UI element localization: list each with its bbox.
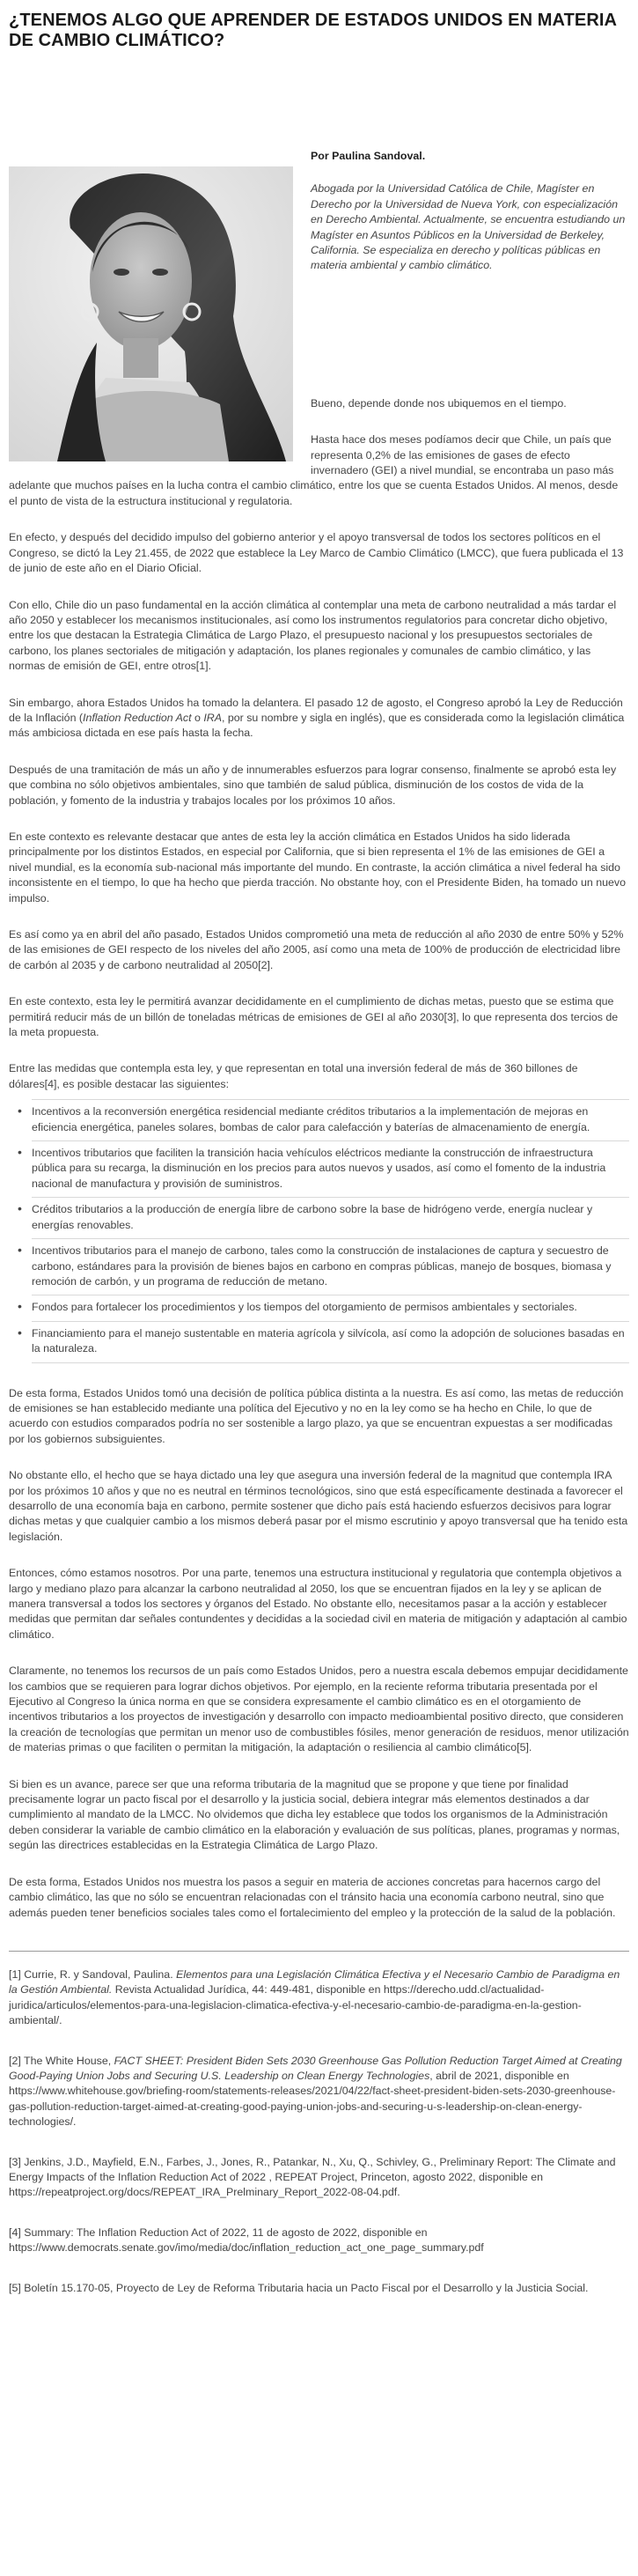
list-item: • Fondos para fortalecer los procedimientos y los tiempos del otorgamiento de permisos ambientales y sectoriales.: [32, 1295, 629, 1321]
paragraph-10: De esta forma, Estados Unidos tomó una decisión de política pública distinta a la nuestra. Es así como, las metas de reducción de emisiones se han establecido mediante una política del Ejecutivo y no en la ley como se ha hecho en Chile, lo que de acuerdo con estudios comparados podría no ser sostenible a largo plazo, ya que se encuentran expuestas a ser modificadas por los gobiernos subsiguientes.: [9, 1386, 624, 1445]
paragraph-9: Entre las medidas que contempla esta ley, y que representan en total una inversión federal de más de 360 billones de dólares[4], es posible destacar las siguientes:: [9, 1062, 578, 1090]
paragraph-4-emphasis-2: IRA: [203, 711, 222, 724]
paragraph-5: Después de una tramitación de más un año y de innumerables esfuerzos para lograr consenso, finalmente se aprobó esta ley que combina no sólo objetivos ambientales, sino que también de salud pública, disminución de los costos de vida de la población, y fomento de la industria y trabajos locales por los próximos 10 años.: [9, 763, 617, 807]
intro-paragraph: Bueno, depende donde nos ubiquemos en el tiempo.: [311, 396, 567, 410]
list-item: • Financiamiento para el manejo sustentable en materia agrícola y silvícola, así como la adopción de soluciones basadas en la naturaleza.: [32, 1322, 629, 1363]
reference-4: [4] Summary: The Inflation Reduction Act of 2022, 11 de agosto de 2022, disponible en https://www.democrats.senate.gov/imo/media/doc/inflation_reduction_act_one_page_summary.pdf: [9, 2225, 484, 2255]
list-item: • Incentivos tributarios que faciliten la transición hacia vehículos eléctricos mediante la construcción de infraestructura pública para su recarga, la disminución en los precios para autos nuevos y usados, así como el fomento de la industria nacional de manufactura y provisión de suministros.: [32, 1141, 629, 1198]
paragraph-4: [9, 696, 629, 742]
paragraph-15: De esta forma, Estados Unidos nos muestra los pasos a seguir en materia de acciones concretas para hacernos cargo del cambio climático, las que no sólo se encuentran relacionadas con el tránsito hacia una economía carbono neutral, sino que además pueden tener beneficios sociales tales como el fortalecimiento del empleo y la protección de la salud de la población.: [9, 1875, 616, 1919]
reference-1-text-a: [1] Currie, R. y Sandoval, Paulina.: [9, 1967, 177, 1981]
references-section: [0, 1967, 638, 2296]
author-photo: [9, 166, 293, 461]
paragraph-1: Hasta hace dos meses podíamos decir que Chile, un país que representa 0,2% de las emisiones de gases de efecto invernadero (GEI) a nivel mundial, se encontraba un paso más adelante que muchos países en la lucha contra el cambio climático, entre los que se cuenta Estados Unidos. Al menos, desde el punto de vista de la estructura institucional y regulatoria.: [9, 433, 619, 507]
paragraph-6: En este contexto es relevante destacar que antes de esta ley la acción climática en Estados Unidos ha sido liderada principalmente por los distintos Estados, en especial por California, que si bien representa el 1% de las emisiones de GEI a nivel mundial, es la economía sub-nacional más importante del mundo. En contraste, la acción climática a nivel federal ha sido inconsistente en el tiempo, lo que ha hecho que pierda tracción. No obstante hoy, con el Presidente Biden, ha tomado un nuevo impulso.: [9, 830, 626, 904]
paragraph-14: Si bien es un avance, parece ser que una reforma tributaria de la magnitud que se propone y que tiene por finalidad precisamente lograr un pacto fiscal por el desarrollo y la justicia social, debiera integrar más elementos destinados a dar cumplimiento al mandato de la LMCC. No olvidemos que dicha ley establece que todos los organismos de la Administración deben considerar la variable de cambio climático en la elaboración y evaluación de sus políticas, planes, programas y normas, según las directrices establecidas en la Estrategia Climática de Largo Plazo.: [9, 1777, 620, 1852]
reference-2: [9, 2054, 629, 2130]
reference-1: [9, 1967, 629, 2029]
paragraph-2: En efecto, y después del decidido impulso del gobierno anterior y el apoyo transversal de todos los sectores políticos en el Congreso, se dictó la Ley 21.455, de 2022 que establece la Ley Marco de Cambio Climático (LMCC), que fuera publicada el 13 de junio de este año en el Diario Oficial.: [9, 531, 624, 575]
paragraph-4-text-a: Sin embargo, ahora Estados Unidos ha tomado la delantera. El pasado 12 de agosto, el Congreso aprobó la Ley de Reducción de la Inflación (: [9, 696, 623, 724]
paragraph-4-text-b: o: [191, 711, 204, 724]
list-item: • Créditos tributarios a la producción de energía libre de carbono sobre la base de hidrógeno verde, energía nuclear y energías renovables.: [32, 1198, 629, 1239]
benefits-list: [9, 1099, 629, 1362]
paragraph-7: Es así como ya en abril del año pasado, Estados Unidos comprometió una meta de reducción al año 2030 de entre 50% y 52% de las emisiones de GEI respecto de los niveles del año 2005, así como una meta de 100% de producción de electricidad libre de carbón al 2035 y de carbono neutralidad al 2050[2].: [9, 928, 624, 971]
reference-2-text-b: , abril de 2021, disponible en https://www.whitehouse.gov/briefing-room/statements-releases/2021/04/22/fact-sheet-president-biden-sets-2030-greenhouse-gas-pollution-reduction-target-aimed-at-creating-good-paying-union-jobs-and-securing-u-s-leadership-on-clean-energy-technologies/.: [9, 2069, 616, 2129]
paragraph-3: Con ello, Chile dio un paso fundamental en la acción climática al contemplar una meta de carbono neutralidad a más tardar el año 2050 y establecer los mecanismos institucionales, así como los instrumentos regulatorios para concretar dicho objetivo, entre los que destacan la Estrategia Climática de Largo Plazo, el presupuesto nacional y los presupuestos sectoriales de carbono, los planes sectoriales de mitigación y adaptación, los planes regionales y comunales de cambio climático, y las normas de emisión de GEI, entre otros[1].: [9, 598, 617, 673]
references-divider: [9, 1951, 629, 1952]
paragraph-4-text-c: , por su nombre y sigla en inglés), que es considerada como la legislación climática más ambiciosa dictada en ese país hasta la fecha.: [9, 711, 625, 740]
article-title: ¿TENEMOS ALGO QUE APRENDER DE ESTADOS UNIDOS EN MATERIA DE CAMBIO CLIMÁTICO?: [9, 11, 617, 50]
reference-2-title: FACT SHEET: President Biden Sets 2030 Greenhouse Gas Pollution Reduction Target Aimed at Creating Good-Paying Union Jobs and Securing U.S. Leadership on Clean Energy Technologies: [9, 2054, 622, 2082]
paragraph-4-emphasis: Inflation Reduction Act: [83, 711, 192, 724]
paragraph-12: Entonces, cómo estamos nosotros. Por una parte, tenemos una estructura institucional y regulatoria que contempla objetivos a largo y mediano plazo para alcanzar la carbono neutralidad al 2050, los que se encuentran fijados en la ley y se aplican de manera transversal a todos los sectores y órganos del Estado. No obstante ello, necesitamos pasar a la acción y establecer medidas que permitan dar señales contundentes y decididas a la sociedad civil en materia de mitigación y adaptación al cambio climático.: [9, 1567, 627, 1641]
reference-2-text-a: [2] The White House,: [9, 2054, 114, 2067]
paragraph-8: En este contexto, esta ley le permitirá avanzar decididamente en el cumplimiento de dichas metas, puesto que se estima que permitirá reducir más de un billón de toneladas métricas de emisiones de GEI al año 2030[3], lo que representa dos tercios de la meta propuesta.: [9, 995, 619, 1039]
list-item: • Incentivos tributarios para el manejo de carbono, tales como la construcción de instalaciones de captura y secuestro de carbono, estándares para la provisión de bienes bajos en carbono en compras públicas, manejo de bosques, biomasa y remoción de carbón, y un programa de reducción de metano.: [32, 1239, 629, 1295]
reference-5: [5] Boletín 15.170-05, Proyecto de Ley de Reforma Tributaria hacia un Pacto Fiscal por el Desarrollo y la Justicia Social.: [9, 2281, 589, 2294]
paragraph-11: No obstante ello, el hecho que se haya dictado una ley que asegura una inversión federal de la magnitud que contempla IRA por los próximos 10 años y que no es neutral en términos tecnológicos, sino que está específicamente destinada a favorecer el desarrollo de una economía baja en carbono, permite sostener que dicho país está haciendo esfuerzos decisivos para lograr dichas metas y que cualquier cambio a los mismos deberá pasar por el mismo escrutinio y apoyo transversal que ha tenido esta legislación.: [9, 1469, 628, 1543]
author-portrait-image: [9, 166, 293, 461]
author-bio: Abogada por la Universidad Católica de Chile, Magíster en Derecho por la Universidad de Nueva York, con especialización en Derecho Ambiental. Actualmente, se encuentra estudiando un Magíster en Asuntos Públicos en la Universidad de Berkeley, California. Se especializa en derecho y políticas públicas en materia ambiental y cambio climático.: [311, 182, 626, 272]
reference-1-title: Elementos para una Legislación Climática Efectiva y el Necesario Cambio de Paradigma en la Gestión Ambiental.: [9, 1967, 620, 1997]
reference-1-text-b: Revista Actualidad Jurídica, 44: 449-481, disponible en https://derecho.udd.cl/actualidad-juridica/articulos/elementos-para-una-legislacion-climatica-efectiva-y-el-necesario-cambio-de-paradigma-en-la-gestion-ambiental/.: [9, 1983, 582, 2027]
reference-3: [3] Jenkins, J.D., Mayfield, E.N., Farbes, J., Jones, R., Patankar, N., Xu, Q., Schivley, G., Preliminary Report: The Climate and Energy Impacts of the Inflation Reduction Act of 2022 , REPEAT Project, Princeton, agosto 2022, disponible en https://repeatproject.org/docs/REPEAT_IRA_Prelminary_Report_2022-08-04.pdf.: [9, 2155, 616, 2199]
list-item: • Incentivos a la reconversión energética residencial mediante créditos tributarios a la implementación de mejoras en eficiencia energética, paneles solares, bombas de calor para calefacción y baterías de almacenamiento de energía.: [32, 1099, 629, 1141]
article-body: [0, 149, 638, 1921]
paragraph-13: Claramente, no tenemos los recursos de un país como Estados Unidos, pero a nuestra escala debemos empujar decididamente los cambios que se requieren para lograr dichos objetivos. Por ejemplo, en la reciente reforma tributaria presentada por el Ejecutivo al Congreso la única norma en que se considera expresamente el cambio climático es en el otorgamiento de incentivos tributarios a los proyectos de investigación y desarrollo con impacto medioambiental positivo directo, que consideren la creación de tecnologías que permitan un menor uso de combustibles fósiles, menor generación de residuos, menor utilización de materias primas o que faciliten o permitan la mitigación, la adaptación o resiliencia al cambio climático[5].: [9, 1664, 629, 1754]
author-byline: Por Paulina Sandoval.: [311, 150, 426, 162]
